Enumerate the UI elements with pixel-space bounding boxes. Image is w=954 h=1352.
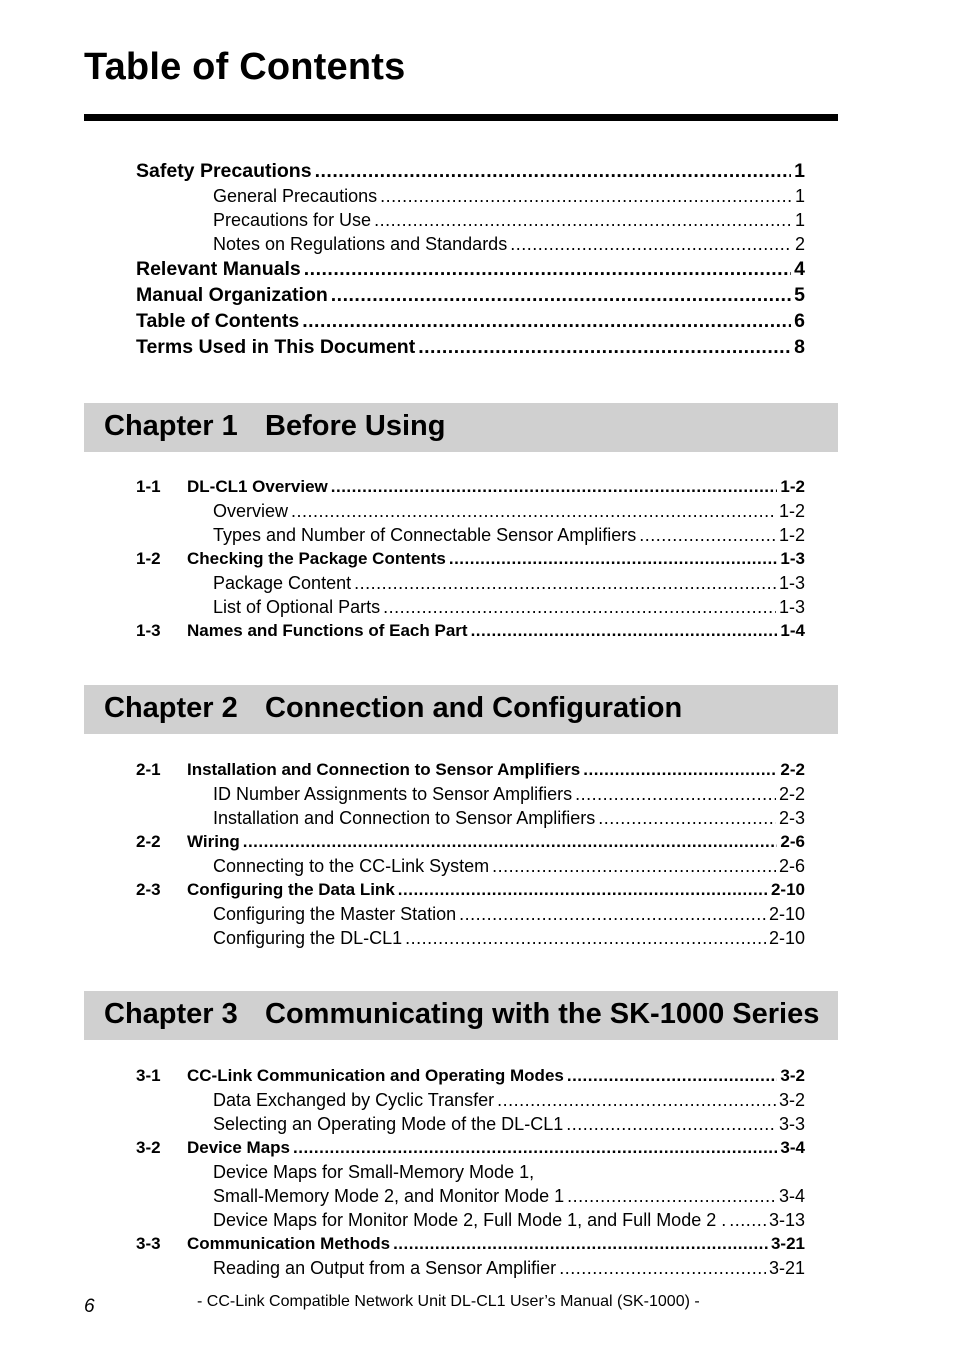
chapter-number: Chapter 1 — [104, 410, 238, 442]
page-number: 3-4 — [776, 1186, 805, 1207]
page-title: Table of Contents — [84, 46, 406, 88]
section-number: 1-2 — [136, 549, 161, 568]
toc-subentry[interactable] — [136, 856, 805, 880]
section-number: 1-3 — [136, 621, 161, 640]
entry-label: ID Number Assignments to Sensor Amplifiers — [213, 784, 573, 804]
toc-subentry[interactable] — [136, 808, 805, 832]
dot-leader — [510, 234, 792, 252]
page-number: 8 — [791, 336, 805, 359]
entry-label: Checking the Package Contents — [187, 549, 446, 568]
chapter-2-toc — [136, 760, 805, 952]
chapter-2-header — [84, 685, 838, 734]
chapter-number: Chapter 2 — [104, 692, 238, 724]
entry-label: Package Content — [213, 573, 352, 593]
dot-leader — [418, 336, 791, 356]
toc-entry[interactable] — [136, 284, 805, 310]
chapter-3-header — [84, 991, 838, 1040]
page-number: 1 — [792, 186, 805, 207]
dot-leader — [315, 160, 792, 180]
dot-leader — [729, 1210, 766, 1228]
toc-subentry[interactable] — [136, 784, 805, 808]
chapter-1-header — [84, 403, 838, 452]
dot-leader — [459, 904, 766, 922]
entry-label: Connecting to the CC-Link System — [213, 856, 490, 876]
toc-entry[interactable] — [136, 880, 805, 904]
footer-page-number: 6 — [84, 1296, 95, 1317]
toc-subentry[interactable] — [136, 1210, 805, 1234]
entry-label: Installation and Connection to Sensor Amplifiers — [187, 760, 581, 779]
dot-leader — [567, 1186, 776, 1204]
page-number: 2-10 — [768, 880, 805, 900]
front-matter-toc — [136, 160, 805, 362]
chapter-1-toc — [136, 477, 805, 645]
chapter-title: Communicating with the SK-1000 Series — [265, 998, 820, 1030]
footer-text: - CC-Link Compatible Network Unit DL-CL1 User’s Manual (SK-1000) - — [197, 1293, 700, 1310]
dot-leader — [304, 258, 791, 278]
toc-entry[interactable] — [136, 1066, 805, 1090]
dot-leader — [492, 856, 776, 874]
toc-entry[interactable] — [136, 549, 805, 573]
toc-subentry[interactable] — [136, 210, 805, 234]
page-number: 3-3 — [776, 1114, 805, 1135]
toc-entry[interactable] — [136, 336, 805, 362]
toc-subentry[interactable] — [136, 1090, 805, 1114]
section-number: 1-1 — [136, 477, 161, 496]
entry-label: Relevant Manuals — [136, 258, 301, 280]
page-number: 1-3 — [776, 573, 805, 594]
page-number: 3-21 — [766, 1258, 805, 1279]
toc-entry[interactable] — [136, 832, 805, 856]
toc-subentry[interactable] — [136, 1258, 805, 1282]
entry-label: List of Optional Parts — [213, 597, 381, 617]
entry-label: Precautions for Use — [213, 210, 372, 230]
entry-label: Installation and Connection to Sensor Amplifiers — [213, 808, 596, 828]
section-number: 2-3 — [136, 880, 161, 899]
entry-label: Device Maps — [187, 1138, 290, 1157]
dot-leader — [405, 928, 766, 946]
dot-leader — [575, 784, 776, 802]
entry-label: Communication Methods — [187, 1234, 391, 1253]
chapter-number: Chapter 3 — [104, 998, 238, 1030]
dot-leader — [374, 210, 792, 228]
entry-label: Table of Contents — [136, 310, 300, 332]
page-number: 1-2 — [777, 477, 805, 497]
entry-label: Wiring — [187, 832, 240, 851]
page-number: 2-6 — [776, 856, 805, 877]
entry-label: DL-CL1 Overview — [187, 477, 328, 496]
toc-subentry[interactable] — [136, 501, 805, 525]
page-number: 3-2 — [776, 1090, 805, 1111]
toc-subentry[interactable] — [136, 597, 805, 621]
dot-leader — [393, 1234, 768, 1251]
section-number: 3-3 — [136, 1234, 161, 1253]
entry-label: Safety Precautions — [136, 160, 312, 182]
page-number: 1 — [791, 160, 805, 183]
entry-label: Configuring the Data Link — [187, 880, 395, 899]
toc-entry[interactable] — [136, 760, 805, 784]
toc-entry[interactable] — [136, 621, 805, 645]
entry-label: Small-Memory Mode 2, and Monitor Mode 1 — [213, 1186, 565, 1206]
toc-subentry[interactable] — [136, 573, 805, 597]
section-number: 3-2 — [136, 1138, 161, 1157]
toc-entry[interactable] — [136, 160, 805, 186]
section-number: 2-1 — [136, 760, 161, 779]
dot-leader — [398, 880, 768, 897]
dot-leader — [354, 573, 776, 591]
dot-leader — [598, 808, 776, 826]
dot-leader — [567, 1066, 778, 1083]
page-number: 6 — [791, 310, 805, 333]
dot-leader — [559, 1258, 766, 1276]
page-number: 3-4 — [777, 1138, 805, 1158]
toc-entry[interactable] — [136, 1234, 805, 1258]
page-number: 3-21 — [768, 1234, 805, 1254]
page-number: 1 — [792, 210, 805, 231]
dot-leader — [583, 760, 777, 777]
title-rule — [84, 114, 838, 121]
toc-subentry[interactable] — [136, 1186, 805, 1210]
dot-leader — [497, 1090, 776, 1108]
entry-label: Notes on Regulations and Standards — [213, 234, 508, 254]
entry-label: Data Exchanged by Cyclic Transfer — [213, 1090, 495, 1110]
entry-label: Configuring the Master Station — [213, 904, 457, 924]
toc-subentry[interactable] — [136, 1114, 805, 1138]
entry-label: Reading an Output from a Sensor Amplifier — [213, 1258, 557, 1278]
entry-label: Types and Number of Connectable Sensor Amplifiers — [213, 525, 637, 545]
entry-label: CC-Link Communication and Operating Modes — [187, 1066, 564, 1085]
chapter-title: Before Using — [265, 410, 446, 442]
dot-leader — [639, 525, 776, 543]
entry-label: Overview — [213, 501, 289, 521]
page-number: 2-2 — [776, 784, 805, 805]
page-number: 2-6 — [777, 832, 805, 852]
page-number: 2-3 — [776, 808, 805, 829]
chapter-3-toc — [136, 1066, 805, 1282]
page-number: 3-13 — [766, 1210, 805, 1231]
dot-leader — [331, 284, 791, 304]
page-number: 2-10 — [766, 904, 805, 925]
toc-subentry[interactable] — [136, 928, 805, 952]
toc-subentry[interactable] — [136, 525, 805, 549]
toc-entry[interactable] — [136, 477, 805, 501]
dot-leader — [383, 597, 776, 615]
entry-label: Terms Used in This Document — [136, 336, 416, 358]
page-number: 2-2 — [777, 760, 805, 780]
toc-subentry[interactable] — [136, 186, 805, 210]
entry-label: General Precautions — [213, 186, 378, 206]
entry-label: Names and Functions of Each Part — [187, 621, 468, 640]
entry-label: Device Maps for Small-Memory Mode 1, — [213, 1162, 535, 1182]
toc-entry[interactable] — [136, 1138, 805, 1162]
toc-entry[interactable] — [136, 258, 805, 284]
page-number: 2 — [792, 234, 805, 255]
toc-subentry[interactable] — [136, 1162, 805, 1186]
page-number: 3-2 — [777, 1066, 805, 1086]
entry-label: Configuring the DL-CL1 — [213, 928, 403, 948]
page-number: 1-3 — [776, 597, 805, 618]
page-number: 4 — [791, 258, 805, 281]
dot-leader — [380, 186, 792, 204]
section-number: 3-1 — [136, 1066, 161, 1085]
page-number: 1-3 — [777, 549, 805, 569]
entry-label: Manual Organization — [136, 284, 328, 306]
page-number: 5 — [791, 284, 805, 307]
page-number: 2-10 — [766, 928, 805, 949]
dot-leader — [243, 832, 778, 849]
dot-leader — [302, 310, 791, 330]
page-number: 1-2 — [776, 525, 805, 546]
chapter-title: Connection and Configuration — [265, 692, 683, 724]
page-number: 1-4 — [777, 621, 805, 641]
toc-subentry[interactable] — [136, 904, 805, 928]
dot-leader — [331, 477, 778, 494]
toc-subentry[interactable] — [136, 234, 805, 258]
dot-leader — [566, 1114, 776, 1132]
toc-entry[interactable] — [136, 310, 805, 336]
entry-label: Selecting an Operating Mode of the DL-CL1 — [213, 1114, 564, 1134]
dot-leader — [449, 549, 778, 566]
dot-leader — [293, 1138, 777, 1155]
entry-label: Device Maps for Monitor Mode 2, Full Mode 1, and Full Mode 2 . — [213, 1210, 727, 1230]
dot-leader — [291, 501, 776, 519]
page-number: 1-2 — [776, 501, 805, 522]
section-number: 2-2 — [136, 832, 161, 851]
dot-leader — [471, 621, 778, 638]
